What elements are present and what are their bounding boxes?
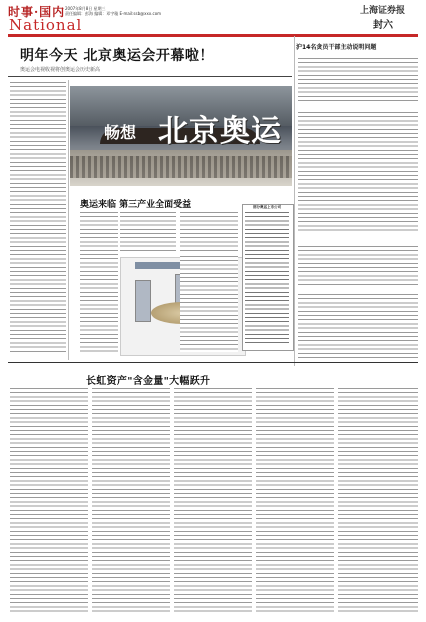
- section-title-cn: 时事·国内: [8, 5, 66, 19]
- lead-headline: 明年今天 北京奥运会开幕啦！: [20, 48, 214, 64]
- diagram-pillar: [135, 280, 151, 322]
- lead-rule: [8, 76, 292, 77]
- lead-subhead: 奥运会电视收视将创奥运会历史新高: [20, 67, 101, 73]
- column-divider: [68, 80, 69, 360]
- bottom-text-col2: [92, 388, 170, 614]
- feature-headline: 奥运来临 第三产业全面受益: [80, 200, 192, 210]
- right-text-3: [298, 246, 418, 286]
- bottom-text-col5: [338, 388, 418, 614]
- left-column-text: [10, 82, 66, 352]
- newspaper-brand: 上海证券报: [360, 6, 406, 16]
- right-divider: [294, 36, 295, 366]
- feature-text-col3b: [180, 256, 238, 352]
- bottom-text-col1: [10, 388, 88, 614]
- bottom-text-col3: [174, 388, 252, 614]
- feature-text-col1: [80, 212, 118, 352]
- section-title-en: National: [9, 16, 83, 34]
- right-text-2: [298, 112, 418, 232]
- feature-text-col3: [180, 212, 238, 254]
- meta-editors: 责任编辑：彭海 编辑：邓宇璇 E-mail:ssb@xxx.com: [65, 11, 162, 16]
- meta-date: 2007年8月8日 星期三: [65, 6, 106, 11]
- olympic-photo: [70, 86, 292, 186]
- right-text-4: [298, 294, 418, 360]
- table-title: 部分奥运上市公司: [253, 205, 281, 209]
- right-text-1: [298, 58, 418, 102]
- masthead-rule: [8, 34, 418, 37]
- bottom-text-col4: [256, 388, 334, 614]
- table-rows: [245, 212, 289, 346]
- photo-overlay-small: 畅想: [104, 123, 137, 142]
- masthead-meta: [65, 6, 265, 16]
- bottom-rule: [8, 362, 418, 363]
- bottom-headline: 长虹资产"含金量"大幅跃升: [86, 376, 211, 387]
- edition-label: 封六: [373, 20, 393, 31]
- right-headline-1: 沪14名贪员干部主动说明问题: [296, 44, 377, 51]
- photo-overlay-big: 北京奥运: [158, 114, 282, 149]
- feature-text-col2: [120, 212, 176, 254]
